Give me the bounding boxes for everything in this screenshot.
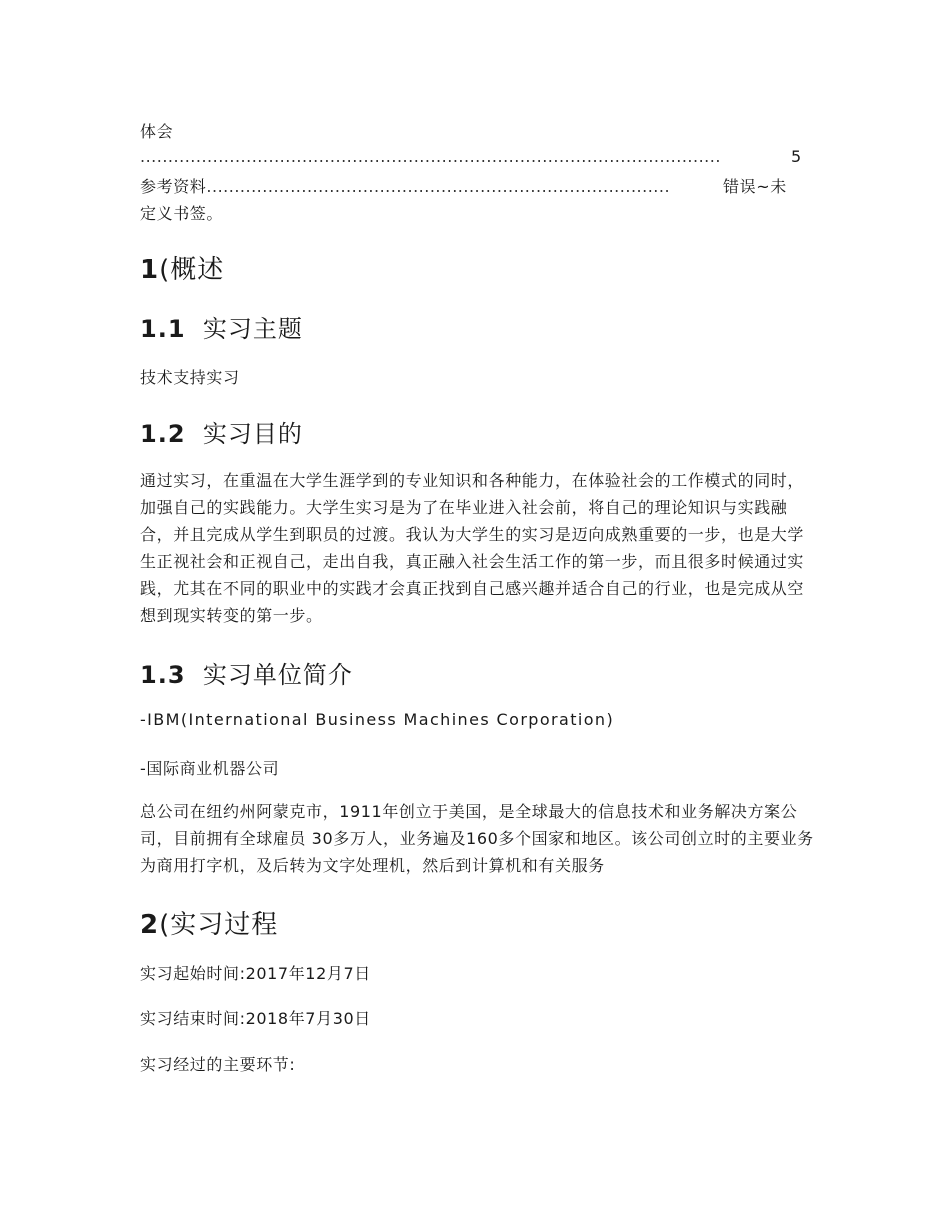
section-2-heading [140, 904, 278, 941]
section-title: 实习单位简介 [202, 661, 353, 689]
section-1-2-heading [140, 414, 303, 449]
section-title: (概述 [159, 255, 225, 285]
section-title: 实习目的 [202, 420, 303, 448]
section-1-1-body: 技术支持实习 [140, 368, 240, 387]
section-number: 2 [140, 910, 160, 940]
section-1-heading [140, 249, 224, 286]
section-number: 1 [140, 255, 160, 285]
section-number: 1.1 [140, 315, 186, 343]
company-english-name: -IBM(International Business Machines Corporation) [140, 710, 615, 729]
toc-entry-references-title: 参考资料 [140, 177, 207, 196]
section-1-3-body: 总公司在纽约州阿蒙克市，1911年创立于美国，是全球最大的信息技术和业务解决方案公司，目前拥有全球雇员 30多万人，业务遍及160多个国家和地区。该公司创立时的主要业务为商用打字机，及后转为文字处理机，然后到计算机和有关服务 [140, 802, 814, 875]
toc-entry-references [140, 174, 720, 197]
section-1-2-body: 通过实习，在重温在大学生涯学到的专业知识和各种能力，在体验社会的工作模式的同时，加强自己的实践能力。大学生实习是为了在毕业进入社会前，将自己的理论知识与实践融合，并且完成从学生到职员的过渡。我认为大学生的实习是迈向成熟重要的一步，也是大学生正视社会和正视自己，走出自我，真正融入社会生活工作的第一步，而且很多时候通过实践，尤其在不同的职业中的实践才会真正找到自己感兴趣并适合自己的行业，也是完成从空想到现实转变的第一步。 [140, 471, 805, 625]
toc-entry-error-text: 错误~未 [723, 177, 787, 196]
section-number: 1.2 [140, 420, 186, 448]
toc-entry-error-wrap: 定义书签。 [140, 204, 224, 223]
toc-dots: ................................................................................... [206, 177, 671, 196]
toc-entry-page: 5 [791, 147, 802, 166]
company-chinese-name: -国际商业机器公司 [140, 759, 280, 778]
section-title: 实习主题 [202, 315, 303, 343]
section-1-3-heading [140, 655, 353, 690]
toc-dots: ........................................................................................................ [140, 147, 721, 166]
section-1-1-heading [140, 309, 303, 344]
internship-start-date: 实习起始时间:2017年12月7日 [140, 964, 371, 983]
internship-end-date: 实习结束时间:2018年7月30日 [140, 1009, 371, 1028]
toc-entry-title: 体会 [140, 122, 174, 141]
toc-entry-leader [140, 147, 805, 166]
section-number: 1.3 [140, 661, 186, 689]
internship-steps-label: 实习经过的主要环节: [140, 1055, 296, 1074]
section-title: (实习过程 [159, 910, 279, 940]
